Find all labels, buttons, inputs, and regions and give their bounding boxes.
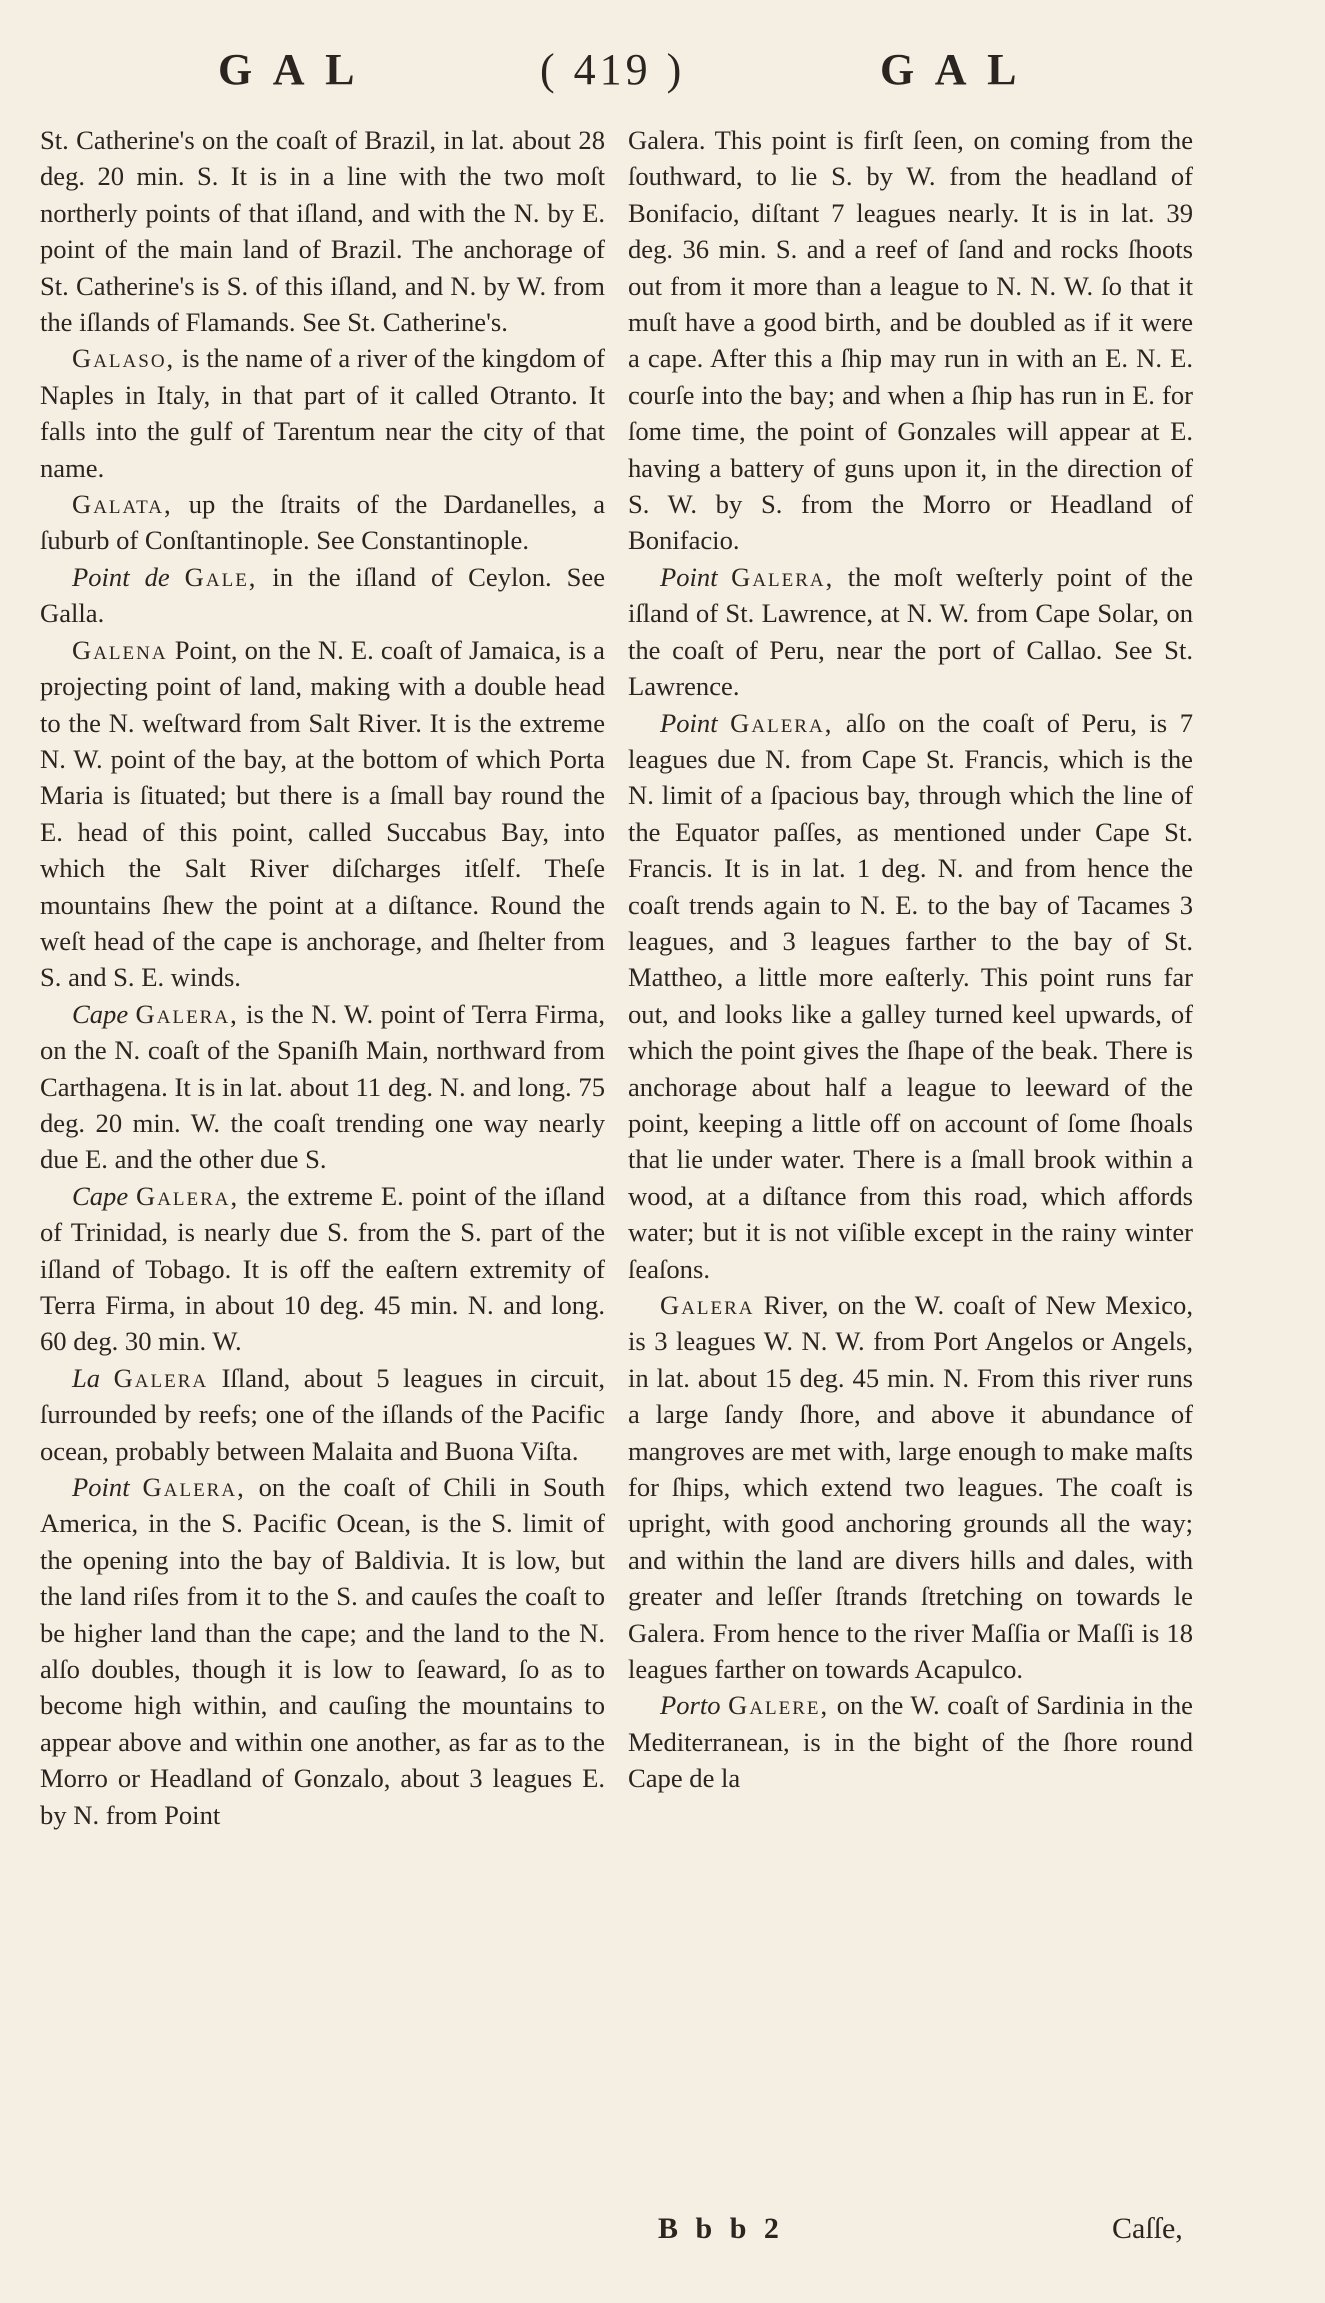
dictionary-entry [40,559,605,632]
dictionary-entry [628,1287,1193,1687]
entry-headword: Galata, [72,489,173,520]
left-column [40,122,605,1833]
entry-text: Point, on the N. E. coaſt of Jamaica, is a projecting point of land, making with a double head to the N. weſtward from Salt River. It is the extreme N. W. point of the bay, at the bottom of which Porta Maria is ſituated; but there is a ſmall bay round the E. head of this point, called Succabus Bay, into which the Salt River diſcharges itſelf. Theſe mountains ſhew the point at a diſtance. Round the weſt head of the cape is anchorage, and ſhelter from S. and S. E. winds. [40,634,605,993]
dictionary-entry [40,340,605,486]
entry-headword: Galera, [142,1472,246,1503]
entry-text: Iſland, about 5 leagues in circuit, ſurrounded by reefs; one of the iſlands of the Pacific ocean, probably between Malaita and Buona Viſta. [40,1362,605,1466]
dictionary-entry [40,1178,605,1360]
entry-text: in the iſland of Ceylon. See Galla. [40,561,605,629]
entry-headword: Galera, [135,998,239,1029]
entry-prefix: Cape [72,998,136,1029]
entry-headword: Galena [72,634,168,665]
entry-headword: Galera, [731,561,835,592]
entry-text: is the N. W. point of Terra Firma, on the N. coaſt of the Spaniſh Main, northward from Carthagena. It is in lat. about 11 deg. N. and long. 75 deg. 20 min. W. the coaſt trending one way nearly due E. and the other due S. [40,998,605,1175]
entry-text: St. Catherine's on the coaſt of Brazil, in lat. about 28 deg. 20 min. S. It is in a line with the two moſt northerly points of that iſland, and with the N. by E. point of the main land of Brazil. The anchorage of St. Catherine's is S. of this iſland, and N. by W. from the iſlands of Flamands. See St. Catherine's. [40,125,605,338]
entry-headword: Galere, [728,1690,830,1721]
entry-prefix: Cape [72,1180,136,1211]
dictionary-entry [40,122,605,340]
entry-headword: Gale, [184,561,258,592]
entry-text: River, on the W. coaſt of New Mexico, is 3 leagues W. N. W. from Port Angelos or Angels, in lat. about 15 deg. 45 min. N. From this river runs a large ſandy ſhore, and above it abundance of mangroves are met with, large enough to make maſts for ſhips, which extend two leagues. The coaſt is upright, with good anchoring grounds all the way; and within the land are divers hills and dales, with greater and leſſer ſtrands ſtretching on towards le Galera. From hence to the river Maſſia or Maſſi is 18 leagues farther on towards Acapulco. [628,1290,1193,1685]
dictionary-entry [40,996,605,1178]
entry-headword: Galera [113,1362,209,1393]
right-column [628,122,1193,1797]
dictionary-entry [40,1360,605,1469]
entry-text: on the W. coaſt of Sardinia in the Mediterranean, is in the bight of the ſhore round Cape de la [628,1690,1193,1794]
entry-prefix: Porto [660,1690,729,1721]
dictionary-entry [628,1687,1193,1796]
running-header [0,44,1325,104]
catchword: Caſſe, [1112,2212,1183,2245]
dictionary-entry [628,122,1193,559]
entry-headword: Galera, [730,707,834,738]
entry-text: alſo on the coaſt of Peru, is 7 leagues due N. from Cape St. Francis, which is the N. limit of a ſpacious bay, through which the line of the Equator paſſes, as mentioned under Cape St. Francis. It is in lat. 1 deg. N. and from hence the coaſt trends again to N. E. to the bay of Tacames 3 leagues, and 3 leagues farther to the bay of St. Mattheo, a little more eaſterly. This point runs far out, and looks like a galley turned keel upwards, of which the point gives the ſhape of the beak. There is anchorage about half a league to leeward of the point, keeping a little off on account of ſome ſhoals that lie under water. There is a ſmall brook within a wood, at a diſtance from this road, which affords water; but it is not viſible except in the rainy winter ſeaſons. [628,707,1193,1284]
dictionary-entry [40,632,605,996]
header-right-word: G A L [880,45,1023,94]
entry-text: up the ſtraits of the Dardanelles, a ſuburb of Conſtantinople. See Constantinople. [40,489,605,556]
dictionary-entry [628,705,1193,1288]
entry-text: the moſt weſterly point of the iſland of St. Lawrence, at N. W. from Cape Solar, on the coaſt of Peru, near the port of Callao. See St. Lawrence. [628,561,1193,702]
entry-prefix: Point [72,1472,143,1503]
page-number: ( 419 ) [540,45,686,94]
entry-prefix: Point de [72,561,185,592]
page-footer [0,2212,1325,2252]
entry-text: on the coaſt of Chili in South America, in the S. Pacific Ocean, is the S. limit of the opening into the bay of Baldivia. It is low, but the land riſes from it to the S. and cauſes the coaſt to be higher land than the cape; and the land to the N. alſo doubles, though it is low to ſeaward, ſo as to become high within, and cauſing the mountains to appear above and within one another, as far as to the Morro or Headland of Gonzalo, about 3 leagues E. by N. from Point [40,1472,605,1830]
dictionary-entry [40,486,605,559]
signature-mark: B b b 2 [658,2212,784,2245]
dictionary-entry [628,559,1193,705]
entry-headword: Galera, [135,1180,240,1211]
entry-headword: Galaso, [72,343,176,374]
entry-prefix: Point [660,561,732,592]
entry-prefix: La [72,1362,114,1393]
entry-text: Galera. This point is firſt ſeen, on coming from the ſouthward, to lie S. by W. from the headland of Bonifacio, diſtant 7 leagues nearly. It is in lat. 39 deg. 36 min. S. and a reef of ſand and rocks ſhoots out from it more than a league to N. N. W. ſo that it muſt have a good birth, and be doubled as if it were a cape. After this a ſhip may run in with an E. N. E. courſe into the bay; and when a ſhip has run in E. for ſome time, the point of Gonzales will appear at E. having a battery of guns upon it, in the direction of S. W. by S. from the Morro or Headland of Bonifacio. [628,125,1193,556]
entry-headword: Galera [660,1290,755,1320]
entry-text: is the name of a river of the kingdom of Naples in Italy, in that part of it called Otranto. It falls into the gulf of Tarentum near the city of that name. [40,343,606,483]
dictionary-entry [40,1469,605,1833]
entry-text: the extreme E. point of the iſland of Trinidad, is nearly due S. from the S. part of the iſland of Tobago. It is off the eaſtern extremity of Terra Firma, in about 10 deg. 45 min. N. and long. 60 deg. 30 min. W. [40,1180,605,1357]
entry-prefix: Point [660,707,731,738]
header-left-word: G A L [218,45,361,94]
